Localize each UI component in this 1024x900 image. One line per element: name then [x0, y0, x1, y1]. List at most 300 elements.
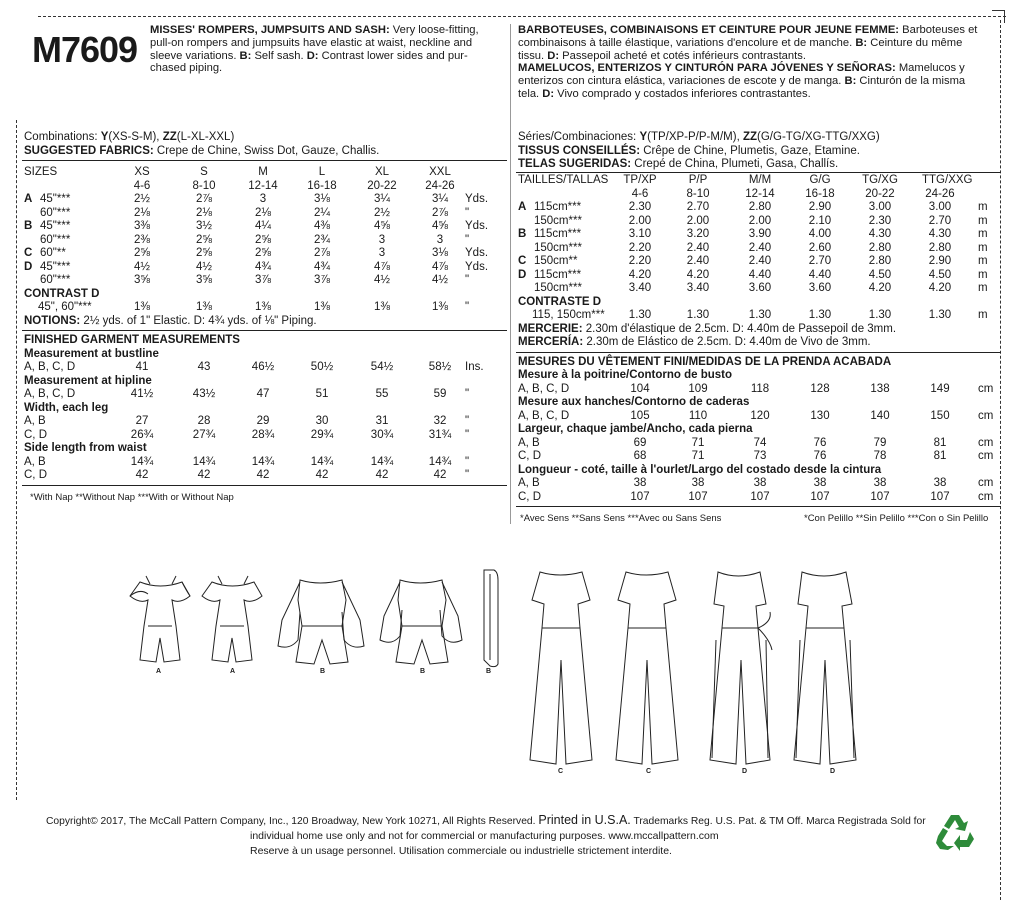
figure-label: A	[230, 668, 236, 675]
size-number: 8-10	[192, 179, 216, 192]
measurement-cell: 14¾	[370, 455, 394, 468]
fabric-width: 45"***	[40, 260, 71, 273]
size-header: G/G	[809, 174, 831, 186]
unit: "	[465, 455, 470, 468]
measurement-views: A, B	[518, 477, 540, 489]
yardage-cell: 1.30	[686, 309, 710, 321]
measurement-cell: 107	[870, 490, 890, 503]
unit: "	[465, 301, 470, 313]
measurement-cell: 120	[750, 409, 770, 422]
size-number: 24-26	[925, 187, 955, 200]
en-desc-3e: Contrast lower sides and pur-	[318, 49, 468, 62]
yardage-cell: 3⅜	[134, 220, 150, 232]
fr-mercerie	[518, 323, 896, 336]
en-desc-3a: sleeve variations.	[150, 49, 240, 62]
figure-jumpsuit-c-1	[530, 572, 592, 764]
measurement-cell: 109	[688, 382, 708, 395]
measurement-cell: 54½	[370, 361, 394, 373]
fabric-width: 150cm***	[534, 241, 582, 254]
yardage-cell: 4.20	[868, 282, 892, 294]
figure-label: C	[646, 768, 652, 775]
measurement-cell: 38	[933, 477, 947, 489]
yardage-cell: 3¼	[374, 193, 390, 205]
measurement-views: A, B	[518, 436, 540, 449]
view-letter: A	[24, 193, 33, 205]
pattern-number: M7609	[32, 29, 138, 70]
unit: m	[978, 282, 988, 294]
figure-label: C	[558, 768, 564, 775]
yardage-cell: 2⅛	[196, 206, 212, 219]
fr-l3c: Passepoil acheté et cotés inférieurs contrastants.	[559, 49, 806, 62]
measurement-cell: 32	[433, 415, 447, 427]
fabric-width: 115cm***	[534, 228, 582, 240]
measurement-cell: 74	[753, 436, 767, 449]
yardage-cell: 4⅝	[374, 220, 390, 232]
measurement-cell: 73	[753, 450, 767, 462]
fabric-width: 115, 150cm***	[532, 309, 605, 321]
measurement-cell: 42	[315, 469, 329, 481]
en-fabrics: SUGGESTED FABRICS: Crepe de Chine, Swiss Dot, Gauze, Challis.	[24, 145, 380, 157]
measurement-cell: 107	[810, 490, 830, 503]
fabric-width: 45"***	[40, 220, 71, 232]
measurement-views: C, D	[518, 450, 541, 462]
yardage-cell: 4¾	[314, 260, 330, 273]
yardage-cell: 3	[378, 233, 386, 246]
yardage-cell: 2.30	[628, 201, 652, 213]
measurement-cell: 138	[870, 382, 890, 395]
measurement-cell: 30	[315, 415, 329, 427]
unit: cm	[978, 409, 994, 422]
yardage-cell: 4⅜	[314, 220, 330, 232]
es-l6a: tela.	[518, 87, 543, 100]
yardage-cell: 4½	[134, 260, 150, 273]
measurement-views: C, D	[518, 490, 541, 503]
measurement-cell: 130	[810, 409, 830, 422]
es-title-rest: Mamelucos y	[895, 62, 965, 75]
fabric-width: 115cm***	[534, 268, 582, 281]
yardage-cell: 4.40	[808, 268, 832, 281]
measurement-cell: 69	[633, 436, 647, 449]
unit: cm	[978, 382, 994, 395]
size-header: TG/XG	[862, 174, 898, 186]
yardage-cell: 2.70	[928, 214, 952, 227]
view-letter: C	[518, 255, 527, 267]
size-header: TTG/XXG	[922, 174, 973, 186]
size-number: 16-18	[805, 187, 835, 200]
measurement-cell: 81	[933, 450, 947, 462]
yardage-cell: 2.00	[748, 214, 772, 227]
yardage-cell: 3.40	[686, 282, 710, 294]
fr-l3a: tissu.	[518, 49, 548, 62]
yardage-cell: 4.20	[686, 268, 710, 281]
fabric-width: 150cm***	[534, 214, 582, 227]
yardage-cell: 3⅛	[314, 193, 330, 205]
fr-l3b: D:	[547, 49, 560, 62]
section-rule	[516, 352, 1001, 353]
measurement-cell: 107	[930, 490, 950, 503]
yardage-cell: 1⅜	[374, 301, 390, 313]
yardage-cell: 4¾	[255, 260, 271, 273]
en-desc-2: pull-on rompers and jumpsuits have elastic at waist, neckline and	[150, 36, 473, 49]
unit: "	[465, 469, 470, 481]
section-rule	[516, 506, 1001, 507]
unit: "	[465, 274, 470, 286]
measurement-cell: 27¾	[192, 428, 216, 441]
section-rule	[22, 330, 507, 331]
fabric-width: 60"***	[40, 206, 71, 219]
en-description	[150, 24, 505, 75]
top-cut-line	[38, 16, 1006, 17]
unit: cm	[978, 477, 994, 489]
yardage-cell: 2⅜	[134, 233, 150, 246]
figure-romper-a-1	[130, 576, 190, 662]
size-header: TP/XP	[623, 174, 657, 186]
size-number: 20-22	[367, 179, 397, 192]
measurement-cell: 59	[433, 388, 447, 400]
footer-copyright: Copyright© 2017, The McCall Pattern Company, Inc., 120 Broadway, New York 10271, All Rights Reserved. Printed in U.S.A. Trademarks Reg. U.S. Pat. & TM Off. Marca Registrada Sold for	[46, 813, 926, 827]
measurement-cell: 128	[810, 382, 830, 395]
measurement-views: C, D	[24, 469, 47, 481]
en-nap-note: *With Nap **Without Nap ***With or Without Nap	[30, 491, 234, 503]
measurement-header: Side length from waist	[24, 442, 147, 454]
yardage-cell: 3¼	[432, 193, 448, 205]
measurement-cell: 28	[197, 415, 211, 427]
yardage-cell: 2.40	[748, 255, 772, 267]
yardage-cell: 3⅝	[134, 274, 150, 286]
yardage-cell: 2.40	[686, 241, 710, 254]
size-header: XL	[374, 166, 390, 178]
es-l6b: D:	[542, 87, 555, 100]
es-merceria-label: MERCERÍA:	[518, 336, 584, 348]
sizes-label: SIZES	[24, 166, 58, 178]
yardage-cell: 1.30	[628, 309, 652, 321]
measurement-views: C, D	[24, 428, 47, 441]
yardage-cell: 3½	[196, 220, 212, 232]
measurement-views: A, B, C, D	[24, 388, 76, 400]
measurement-cell: 31¾	[428, 428, 452, 441]
yardage-cell: 4¼	[255, 220, 271, 232]
unit: Yds.	[465, 247, 489, 259]
contrast-label: CONTRAST D	[24, 287, 100, 300]
figure-romper-b-2	[380, 580, 462, 664]
measurement-cell: 149	[930, 382, 950, 395]
fabric-width: 150cm***	[534, 282, 582, 294]
measurement-cell: 76	[813, 436, 827, 449]
unit: Ins.	[465, 361, 484, 373]
unit: cm	[978, 450, 994, 462]
yardage-cell: 4⅞	[374, 260, 390, 273]
measurement-cell: 38	[873, 477, 887, 489]
yardage-cell: 2.90	[928, 255, 952, 267]
size-number: 16-18	[307, 179, 337, 192]
measurement-cell: 42	[375, 469, 389, 481]
measurement-cell: 38	[691, 477, 705, 489]
finished-label: MESURES DU VÊTEMENT FINI/MEDIDAS DE LA PRENDA ACABADA	[518, 355, 892, 368]
en-title: MISSES' ROMPERS, JUMPSUITS AND SASH:	[150, 24, 390, 36]
en-notions	[24, 315, 317, 328]
measurement-views: A, B, C, D	[518, 409, 570, 422]
en-desc-3b: B:	[239, 49, 252, 62]
measurement-cell: 50½	[310, 361, 334, 373]
divider-vertical	[510, 24, 511, 524]
view-letter: D	[24, 260, 33, 273]
yardage-cell: 2½	[134, 193, 150, 205]
size-number: 4-6	[133, 179, 151, 192]
measurement-cell: 42	[433, 469, 447, 481]
size-header: S	[200, 166, 208, 178]
yardage-cell: 3⅞	[314, 274, 330, 286]
yardage-cell: 4.30	[928, 228, 952, 240]
yardage-cell: 1⅜	[314, 301, 330, 313]
yardage-cell: 1.30	[868, 309, 892, 321]
yardage-cell: 2.30	[868, 214, 892, 227]
footer-usage-fr: Reserve à un usage personnel. Utilisation commerciale ou industrielle strictement interdite.	[250, 845, 672, 857]
unit: m	[978, 201, 988, 213]
size-header: XS	[134, 166, 150, 178]
size-header: M/M	[748, 174, 772, 186]
yardage-cell: 2⅝	[134, 247, 150, 259]
measurement-cell: 118	[750, 382, 770, 395]
yardage-cell: 3.00	[868, 201, 892, 213]
yardage-cell: 1.30	[808, 309, 832, 321]
yardage-cell: 2⅝	[255, 247, 271, 259]
measurement-cell: 30¾	[370, 428, 394, 441]
fr-nap-note-left: *Avec Sens **Sans Sens ***Avec ou Sans Sens	[520, 513, 722, 524]
yardage-cell: 3.60	[748, 282, 772, 294]
unit: m	[978, 268, 988, 281]
en-desc-4: chased piping.	[150, 62, 223, 75]
measurement-cell: 27	[135, 415, 149, 427]
fr-description	[518, 24, 1008, 101]
en-desc-1: Very loose-fitting,	[389, 24, 479, 36]
fabric-width: 150cm**	[534, 255, 578, 267]
measurement-cell: 38	[813, 477, 827, 489]
fr-title: BARBOTEUSES, COMBINAISONS ET CEINTURE POUR JEUNE FEMME:	[518, 24, 900, 36]
fr-combinations: Séries/Combinaciones: Y(TP/XP-P/P-M/M), ZZ(G/G-TG/XG-TTG/XXG)	[518, 131, 880, 143]
yardage-cell: 1.30	[928, 309, 952, 321]
size-number: 12-14	[248, 179, 278, 192]
figure-sash-b	[484, 570, 498, 667]
unit: cm	[978, 436, 994, 449]
yardage-cell: 4.20	[928, 282, 952, 294]
unit: Yds.	[465, 193, 489, 205]
section-rule	[22, 485, 507, 486]
figure-romper-a-2	[202, 576, 262, 662]
measurement-cell: 78	[873, 450, 887, 462]
yardage-cell: 2⅝	[196, 247, 212, 259]
figure-label: B	[486, 668, 492, 675]
fr-title-rest: Barboteuses et	[899, 24, 978, 36]
left-cut-line	[16, 120, 17, 800]
yardage-cell: 2.70	[686, 201, 710, 213]
fabric-width: 45"***	[40, 193, 71, 205]
measurement-cell: 51	[315, 388, 329, 400]
measurement-cell: 47	[256, 388, 270, 400]
view-letter: B	[518, 228, 527, 240]
yardage-cell: 2.40	[748, 241, 772, 254]
measurement-cell: 43½	[192, 388, 216, 400]
measurement-cell: 43	[197, 361, 211, 373]
yardage-cell: 2¾	[314, 233, 330, 246]
unit: "	[465, 428, 470, 441]
yardage-cell: 3	[378, 247, 386, 259]
measurement-cell: 28¾	[251, 428, 275, 441]
yardage-cell: 3.90	[748, 228, 772, 240]
yardage-cell: 1⅜	[255, 301, 271, 313]
corner-mark	[992, 10, 1005, 23]
fr-telas: TELAS SUGERIDAS: Crepé de China, Plumeti, Gasa, Challís.	[518, 158, 839, 170]
yardage-cell: 3.60	[808, 282, 832, 294]
measurement-cell: 42	[197, 469, 211, 481]
yardage-cell: 2.80	[868, 255, 892, 267]
en-rule-1	[22, 160, 507, 161]
unit: "	[465, 415, 470, 427]
measurement-cell: 71	[691, 450, 705, 462]
size-header: XXL	[429, 166, 451, 178]
measurement-cell: 38	[753, 477, 767, 489]
size-number: 20-22	[865, 187, 895, 200]
yardage-cell: 4⅞	[432, 260, 448, 273]
yardage-cell: 4½	[432, 274, 448, 286]
measurement-cell: 104	[630, 382, 650, 395]
yardage-cell: 1⅜	[432, 301, 448, 313]
unit: "	[465, 206, 470, 219]
fabric-width: 115cm***	[534, 201, 582, 213]
yardage-cell: 2.80	[868, 241, 892, 254]
measurement-cell: 81	[933, 436, 947, 449]
yardage-cell: 2.70	[808, 255, 832, 267]
yardage-cell: 2.10	[808, 214, 832, 227]
es-l6c: Vivo comprado y costados inferiores contrastantes.	[554, 87, 811, 100]
en-notions-value: 2½ yds. of 1" Elastic. D: 4¾ yds. of ⅛" Piping.	[80, 314, 317, 327]
measurement-views: A, B	[24, 415, 46, 427]
yardage-cell: 1.30	[748, 309, 772, 321]
yardage-cell: 3⅝	[196, 274, 212, 286]
yardage-cell: 2½	[374, 206, 390, 219]
figure-label: B	[420, 668, 426, 675]
yardage-cell: 4.50	[868, 268, 892, 281]
es-l5b: B:	[844, 75, 857, 88]
yardage-cell: 1⅜	[196, 301, 212, 313]
unit: "	[465, 233, 470, 246]
measurement-header: Mesure à la poitrine/Contorno de busto	[518, 369, 733, 381]
unit: m	[978, 241, 988, 254]
measurement-cell: 55	[375, 388, 389, 400]
fabric-width: 60"***	[40, 274, 71, 286]
figure-label: B	[320, 668, 326, 675]
unit: cm	[978, 490, 994, 503]
figure-label: D	[742, 768, 748, 775]
measurement-cell: 46½	[251, 361, 275, 373]
yardage-cell: 3⅛	[432, 247, 448, 259]
yardage-cell: 3	[436, 233, 444, 246]
measurement-cell: 31	[375, 415, 389, 427]
footer-usage-en: individual home use only and not for commercial or manufacturing purposes. www.mccallpattern.com	[250, 830, 719, 842]
measurement-cell: 14¾	[310, 455, 334, 468]
yardage-cell: 2⅝	[196, 233, 212, 246]
size-header: P/P	[688, 174, 708, 186]
fr-nap-note-right: *Con Pelillo **Sin Pelillo ***Con o Sin Pelillo	[804, 513, 989, 524]
en-notions-label: NOTIONS:	[24, 314, 81, 327]
measurement-cell: 107	[750, 490, 770, 503]
fabric-width: 60"**	[40, 247, 66, 259]
fabric-width: 45", 60"***	[38, 301, 92, 313]
yardage-cell: 2.80	[928, 241, 952, 254]
yardage-cell: 3.40	[628, 282, 652, 294]
measurement-cell: 29	[256, 415, 270, 427]
measurement-cell: 41½	[130, 388, 154, 400]
measurement-cell: 14¾	[251, 455, 275, 468]
fr-tissus: TISSUS CONSEILLÉS: Crêpe de Chine, Plumetis, Gaze, Etamine.	[518, 145, 860, 157]
yardage-cell: 2⅞	[314, 247, 330, 259]
unit: Yds.	[465, 260, 489, 273]
measurement-cell: 26¾	[130, 428, 154, 441]
fr-l2c: Ceinture du même	[867, 36, 963, 49]
yardage-cell: 4½	[374, 274, 390, 286]
measurement-header: Measurement at bustline	[24, 347, 159, 360]
yardage-cell: 4.30	[868, 228, 892, 240]
view-letter: C	[24, 247, 33, 259]
yardage-cell: 3	[259, 193, 267, 205]
measurement-views: A, B	[24, 455, 46, 468]
yardage-cell: 1⅜	[134, 301, 150, 313]
unit: m	[978, 214, 988, 227]
measurement-views: A, B, C, D	[518, 382, 570, 395]
fr-mercerie-label: MERCERIE:	[518, 322, 583, 335]
measurement-cell: 58½	[428, 361, 452, 373]
measurement-cell: 76	[813, 450, 827, 462]
yardage-cell: 4.40	[748, 268, 772, 281]
size-number: 24-26	[425, 179, 455, 192]
figure-jumpsuit-d-1	[710, 572, 772, 764]
unit: m	[978, 309, 988, 321]
contrast-label: CONTRASTE D	[518, 295, 602, 308]
yardage-cell: 3⅞	[255, 274, 271, 286]
yardage-cell: 2⅞	[432, 206, 448, 219]
measurement-header: Width, each leg	[24, 401, 109, 414]
yardage-cell: 4.20	[628, 268, 652, 281]
yardage-cell: 2⅛	[255, 206, 271, 219]
unit: m	[978, 255, 988, 267]
yardage-cell: 4⅝	[432, 220, 448, 232]
view-letter: A	[518, 201, 527, 213]
es-merceria	[518, 336, 871, 349]
measurement-cell: 140	[870, 409, 890, 422]
yardage-cell: 2¼	[314, 206, 330, 219]
yardage-cell: 2.20	[628, 241, 652, 254]
measurement-cell: 41	[135, 361, 149, 373]
en-combinations: Combinations: Y(XS-S-M), ZZ(L-XL-XXL)	[24, 131, 235, 143]
measurement-cell: 107	[630, 490, 650, 503]
measurement-cell: 14¾	[192, 455, 216, 468]
measurement-cell: 42	[135, 469, 149, 481]
figure-label: D	[830, 768, 836, 775]
measurement-cell: 14¾	[428, 455, 452, 468]
fabric-width: 60"***	[40, 233, 71, 246]
yardage-cell: 2.90	[808, 201, 832, 213]
size-number: 12-14	[745, 187, 775, 200]
recycle-icon	[934, 812, 976, 852]
measurement-cell: 68	[633, 450, 647, 462]
measurement-cell: 29¾	[310, 428, 334, 441]
yardage-cell: 3.00	[928, 201, 952, 213]
yardage-cell: 2⅛	[134, 206, 150, 219]
yardage-cell: 4.50	[928, 268, 952, 281]
yardage-cell: 3.10	[628, 228, 652, 240]
view-letter: D	[518, 268, 527, 281]
measurement-cell: 14¾	[130, 455, 154, 468]
size-number: 8-10	[686, 187, 710, 200]
